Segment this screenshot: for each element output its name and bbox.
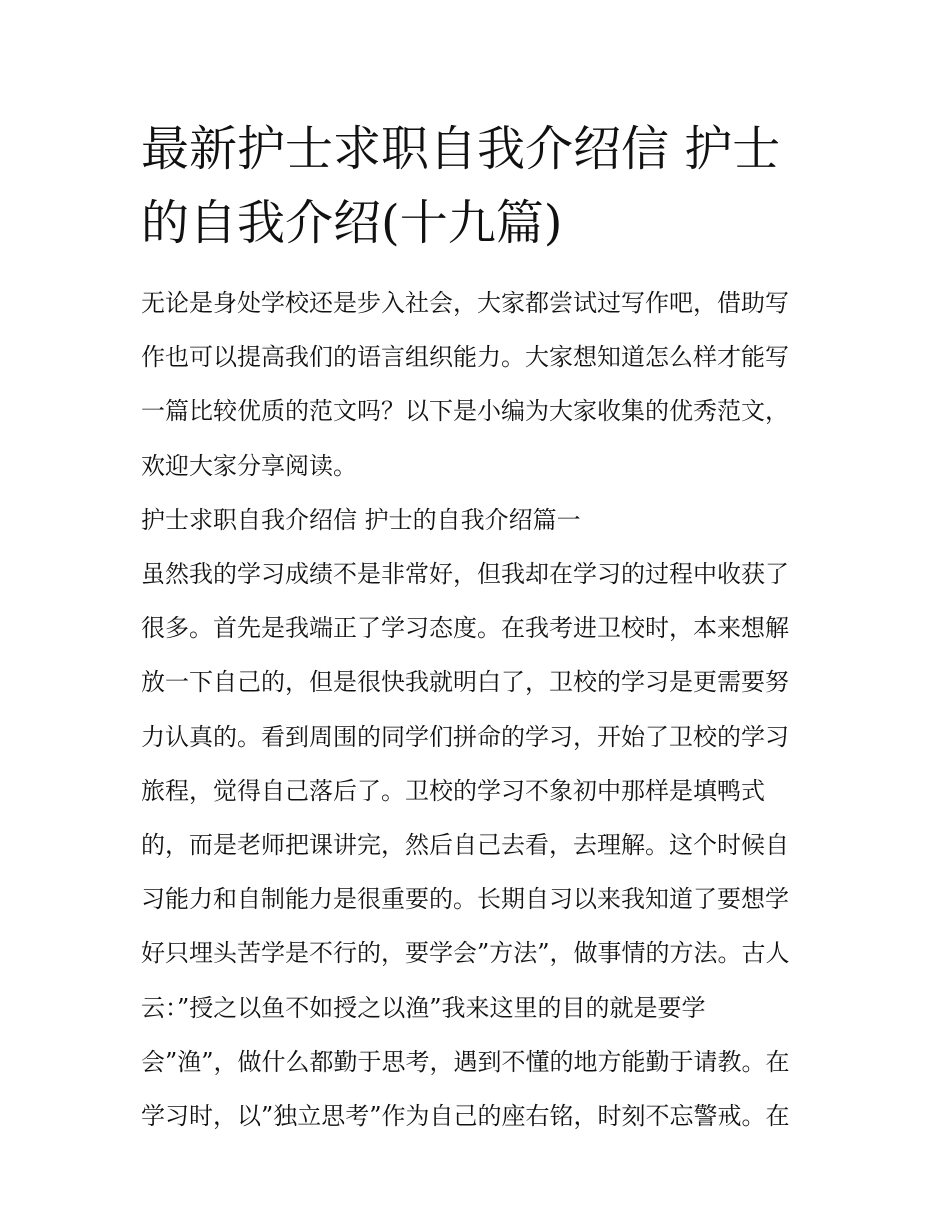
- body-line: 好只埋头苦学是不行的，要学会”方法”，做事情的方法。古人: [141, 939, 790, 968]
- document-content: [141, 112, 816, 1143]
- document-title: [141, 112, 816, 260]
- section-heading: 护士求职自我介绍信 护士的自我介绍篇一: [141, 505, 581, 534]
- intro-paragraph: [141, 276, 816, 493]
- title-line: 的自我介绍(十九篇): [141, 195, 563, 251]
- intro-line: 无论是身处学校还是步入社会，大家都尝试过写作吧，借助写: [141, 289, 789, 317]
- body-line: 旅程，觉得自己落后了。卫校的学习不象初中那样是填鸭式: [141, 776, 765, 805]
- title-line: 最新护士求职自我介绍信 护士: [141, 121, 781, 177]
- body-line: 虽然我的学习成绩不是非常好，但我却在学习的过程中收获了: [141, 560, 789, 589]
- intro-line: 欢迎大家分享阅读。: [141, 451, 357, 480]
- body-line: 很多。首先是我端正了学习态度。在我考进卫校时，本来想解: [141, 614, 789, 643]
- body-line: 的，而是老师把课讲完，然后自己去看，去理解。这个时候自: [141, 831, 789, 860]
- intro-line: 作也可以提高我们的语言组织能力。大家想知道怎么样才能写: [141, 343, 789, 372]
- body-line: 学习时，以”独立思考”作为自己的座右铭，时刻不忘警戒。在: [141, 1102, 790, 1131]
- body-paragraph: [141, 547, 816, 1143]
- body-line: 力认真的。看到周围的同学们拼命的学习，开始了卫校的学习: [141, 722, 789, 751]
- body-line: 云：”授之以鱼不如授之以渔”我来这里的目的就是要学: [141, 993, 706, 1022]
- body-line: 会”渔”，做什么都勤于思考，遇到不懂的地方能勤于请教。在: [141, 1047, 790, 1076]
- intro-line: 一篇比较优质的范文吗？以下是小编为大家收集的优秀范文，: [141, 397, 789, 426]
- body-line: 放一下自己的，但是很快我就明白了，卫校的学习是更需要努: [141, 668, 789, 697]
- body-line: 习能力和自制能力是很重要的。长期自习以来我知道了要想学: [141, 885, 789, 914]
